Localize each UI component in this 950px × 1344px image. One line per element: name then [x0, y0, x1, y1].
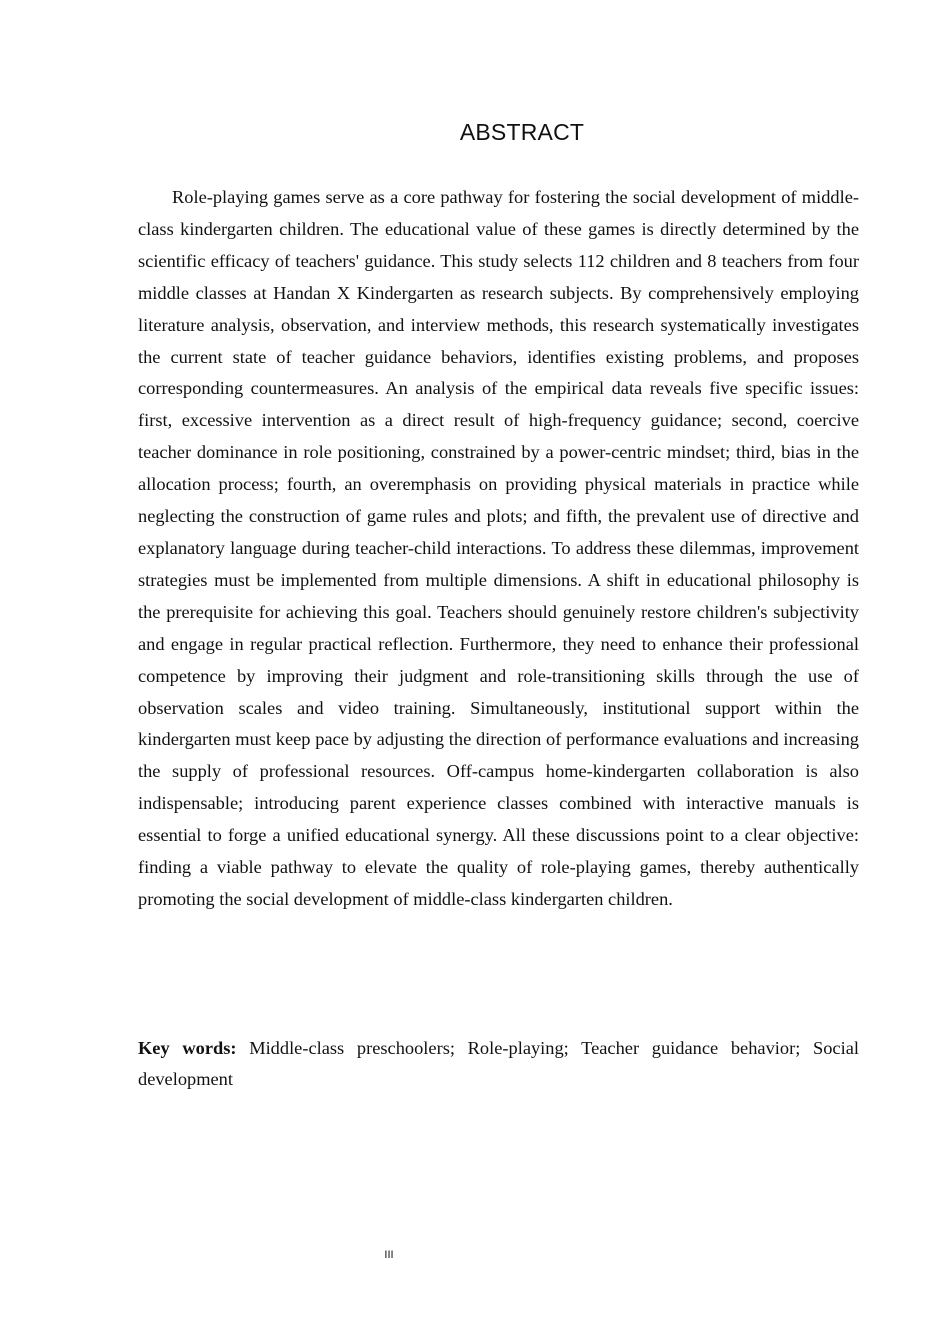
keywords-paragraph — [138, 1033, 859, 1094]
keywords-label: Key words: — [138, 1038, 237, 1058]
abstract-body: Role-playing games serve as a core pathway for fostering the social development of middle-class kindergarten children. The educational value of these games is directly determined by the scientific efficacy of teachers' guidance. This study selects 112 children and 8 teachers from four middle classes at Handan X Kindergarten as research subjects. By comprehensively employing literature analysis, observation, and interview methods, this research systematically investigates the current state of teacher guidance behaviors, identifies existing problems, and proposes corresponding countermeasures. An analysis of the empirical data reveals five specific issues: first, excessive intervention as a direct result of high-frequency guidance; second, coercive teacher dominance in role positioning, constrained by a power-centric mindset; third, bias in the allocation process; fourth, an overemphasis on providing physical materials in practice while neglecting the construction of game rules and plots; and fifth, the prevalent use of directive and explanatory language during teacher-child interactions. To address these dilemmas, improvement strategies must be implemented from multiple dimensions. A shift in educational philosophy is the prerequisite for achieving this goal. Teachers should genuinely restore children's subjectivity and engage in regular practical reflection. Furthermore, they need to enhance their professional competence by improving their judgment and role-transitioning skills through the use of observation scales and video training. Simultaneously, institutional support within the kindergarten must keep pace by adjusting the direction of performance evaluations and increasing the supply of professional resources. Off-campus home-kindergarten collaboration is also indispensable; introducing parent experience classes combined with interactive manuals is essential to forge a unified educational synergy. All these discussions point to a clear objective: finding a viable pathway to elevate the quality of role-playing games, thereby authentically promoting the social development of middle-class kindergarten children. — [138, 187, 859, 909]
keywords-text: Middle-class preschoolers; Role-playing; Teacher guidance behavior; Social development — [138, 1038, 859, 1089]
page-number: III — [384, 1249, 394, 1261]
abstract-title: ABSTRACT — [459, 119, 585, 145]
